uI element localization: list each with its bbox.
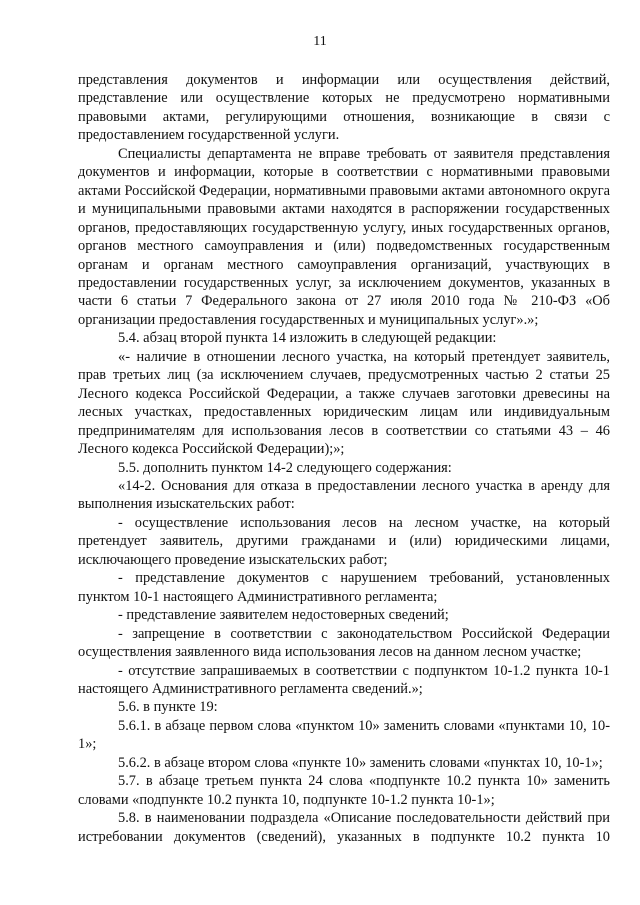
paragraph: «- наличие в отношении лесного участка, на который претендует заявитель, прав третьих лиц (за исключением случаев, предусмотренных частью 2 статьи 25 Лесного кодекса Российской Федерации, а также случаев заготовки древесины на лесных участках, предоставленных юридическим лицам или индивидуальным предпринимателям для использования лесов в соответствии со статьями 43 – 46 Лесного кодекса Российской Федерации);»; bbox=[78, 348, 610, 458]
paragraph: - представление заявителем недостоверных сведений; bbox=[118, 607, 449, 624]
paragraph: представления документов и информации или осуществления действий, представление или осуществление которых не предусмотрено нормативными правовыми актами, регулирующими отношения, возникающие в связи с предоставлением государственной услуги. bbox=[78, 72, 610, 144]
paragraph: - отсутствие запрашиваемых в соответствии с подпунктом 10-1.2 пункта 10-1 настоящего Административного регламента сведений.»; bbox=[78, 662, 610, 697]
paragraph: 5.6. в пункте 19: bbox=[118, 699, 218, 716]
paragraph: «14-2. Основания для отказа в предоставлении лесного участка в аренду для выполнения изыскательских работ: bbox=[78, 477, 610, 513]
paragraph: 5.7. в абзаце третьем пункта 24 слова «подпункте 10.2 пункта 10» заменить словами «подпункте 10.2 пункта 10, подпункте 10-1.2 пункта 10-1»; bbox=[78, 773, 610, 808]
paragraph: 5.4. абзац второй пункта 14 изложить в следующей редакции: bbox=[118, 330, 497, 347]
paragraph: - представление документов с нарушением требований, установленных пунктом 10-1 настоящего Административного регламента; bbox=[78, 570, 610, 605]
paragraph: - запрещение в соответствии с законодательством Российской Федерации осуществления заявленного вида использования лесов на данном лесном участке; bbox=[78, 625, 610, 661]
document-body bbox=[78, 71, 610, 846]
paragraph: 5.8. в наименовании подраздела «Описание последовательности действий при истребовании документов (сведений), указанных в подпункте 10.2 пункта 10 bbox=[78, 810, 610, 845]
page-number: 11 bbox=[313, 34, 327, 49]
paragraph: - осуществление использования лесов на лесном участке, на который претендует заявитель, другими гражданами и (или) юридическими лицами, исключающего проведение изыскательских работ; bbox=[78, 514, 610, 568]
paragraph: 5.6.1. в абзаце первом слова «пунктом 10» заменить словами «пунктами 10, 10-1»; bbox=[78, 717, 610, 753]
paragraph: 5.6.2. в абзаце втором слова «пункте 10» заменить словами «пунктах 10, 10-1»; bbox=[118, 754, 603, 771]
paragraph: 5.5. дополнить пунктом 14-2 следующего содержания: bbox=[118, 459, 452, 476]
paragraph: Специалисты департамента не вправе требовать от заявителя представления документов и информации, которые в соответствии с нормативными правовыми актами Российской Федерации, нормативными правовыми актами автономного округа и муниципальными правовыми актами находятся в распоряжении государственных органов, предоставляющих государственную услугу, иных государственных органов, органов местного самоуправления и (или) подведомственных государственным органам и органам местного самоуправления организаций, участвующих в предоставлении государственных услуг, за исключением документов, указанных в части 6 статьи 7 Федерального закона от 27 июля 2010 года № 210-ФЗ «Об организации предоставления государственных и муниципальных услуг».»; bbox=[78, 145, 610, 328]
